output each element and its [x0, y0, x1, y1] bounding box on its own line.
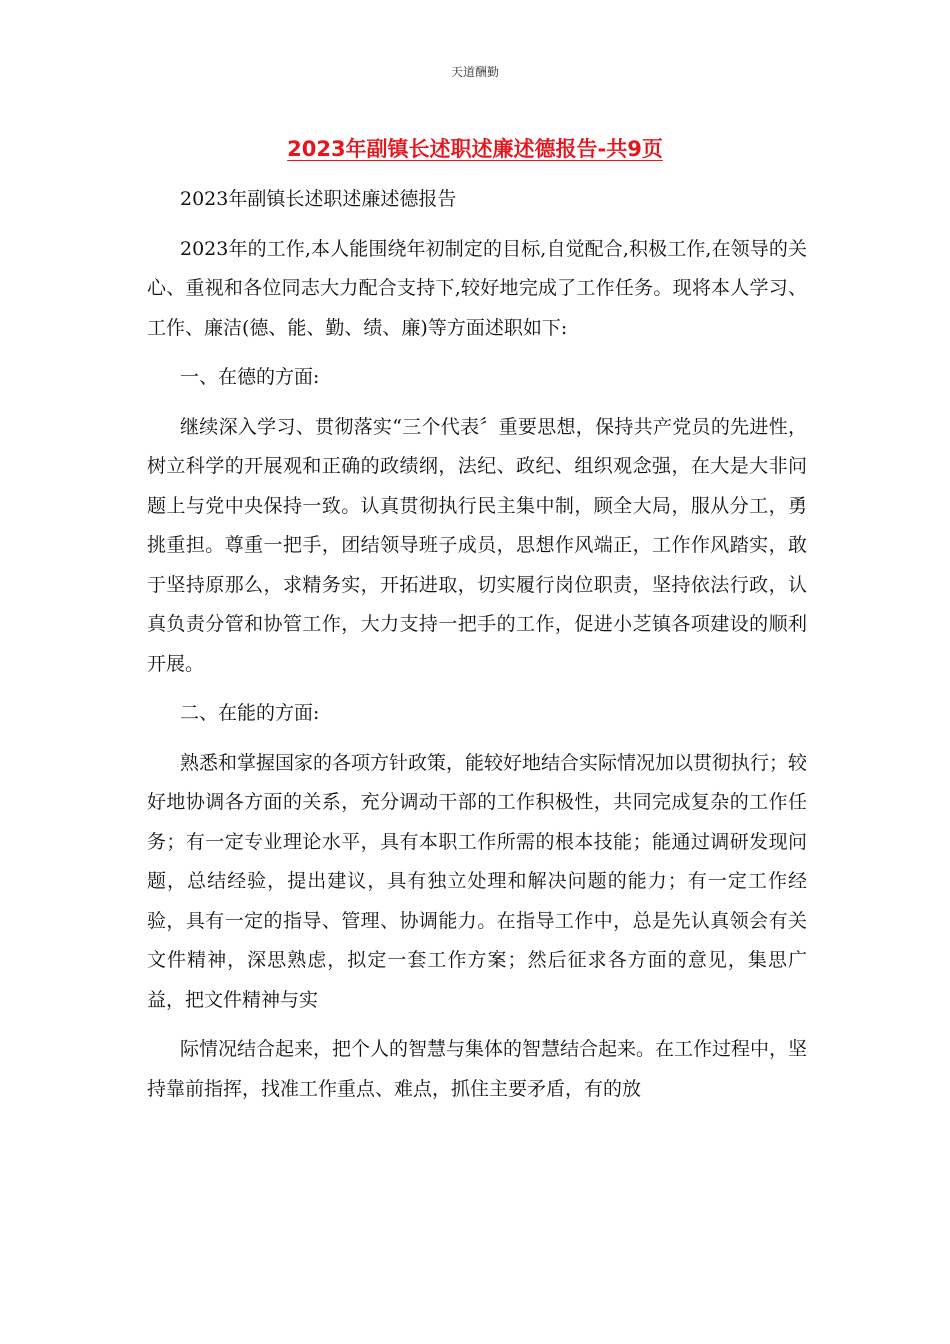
document-body	[147, 180, 807, 1109]
document-title: 2023年副镇长述职述廉述德报告-共9页	[287, 137, 663, 161]
paragraph-continuation: 际情况结合起来，把个人的智慧与集体的智慧结合起来。在工作过程中，坚持靠前指挥，找准工作重点、难点，抓住主要矛盾，有的放	[147, 1038, 808, 1100]
paragraph-ability: 熟悉和掌握国家的各项方针政策，能较好地结合实际情况加以贯彻执行；较好地协调各方面的关系，充分调动干部的工作积极性，共同完成复杂的工作任务；有一定专业理论水平，具有本职工作所需的根本技能；能通过调研发现问题，总结经验，提出建议，具有独立处理和解决问题的能力；有一定工作经验，具有一定的指导、管理、协调能力。在指导工作中，总是先认真领会有关文件精神，深思熟虑，拟定一套工作方案；然后征求各方面的意见，集思广益，把文件精神与实	[147, 751, 808, 1011]
page-header: 天道酬勤	[450, 65, 499, 79]
section-heading-virtue: 一、在德的方面:	[180, 366, 320, 388]
document-subtitle: 2023年副镇长述职述廉述德报告	[180, 188, 457, 210]
paragraph-intro: 2023年的工作,本人能围绕年初制定的目标,自觉配合,积极工作,在领导的关心、重视和各位同志大力配合支持下,较好地完成了工作任务。现将本人学习、工作、廉洁(德、能、勤、绩、廉)等方面述职如下:	[147, 237, 807, 339]
section-heading-ability: 二、在能的方面:	[180, 702, 320, 724]
paragraph-virtue: 继续深入学习、贯彻落实“三个代表〞重要思想，保持共产党员的先进性，树立科学的开展观和正确的政绩纲，法纪、政纪、组织观念强，在大是大非问题上与党中央保持一致。认真贯彻执行民主集中制，顾全大局，服从分工，勇挑重担。尊重一把手，团结领导班子成员，思想作风端正，工作作风踏实，敢于坚持原那么，求精务实，开拓进取，切实履行岗位职责，坚持依法行政，认真负责分管和协管工作，大力支持一把手的工作，促进小芝镇各项建设的顺利开展。	[147, 415, 807, 675]
